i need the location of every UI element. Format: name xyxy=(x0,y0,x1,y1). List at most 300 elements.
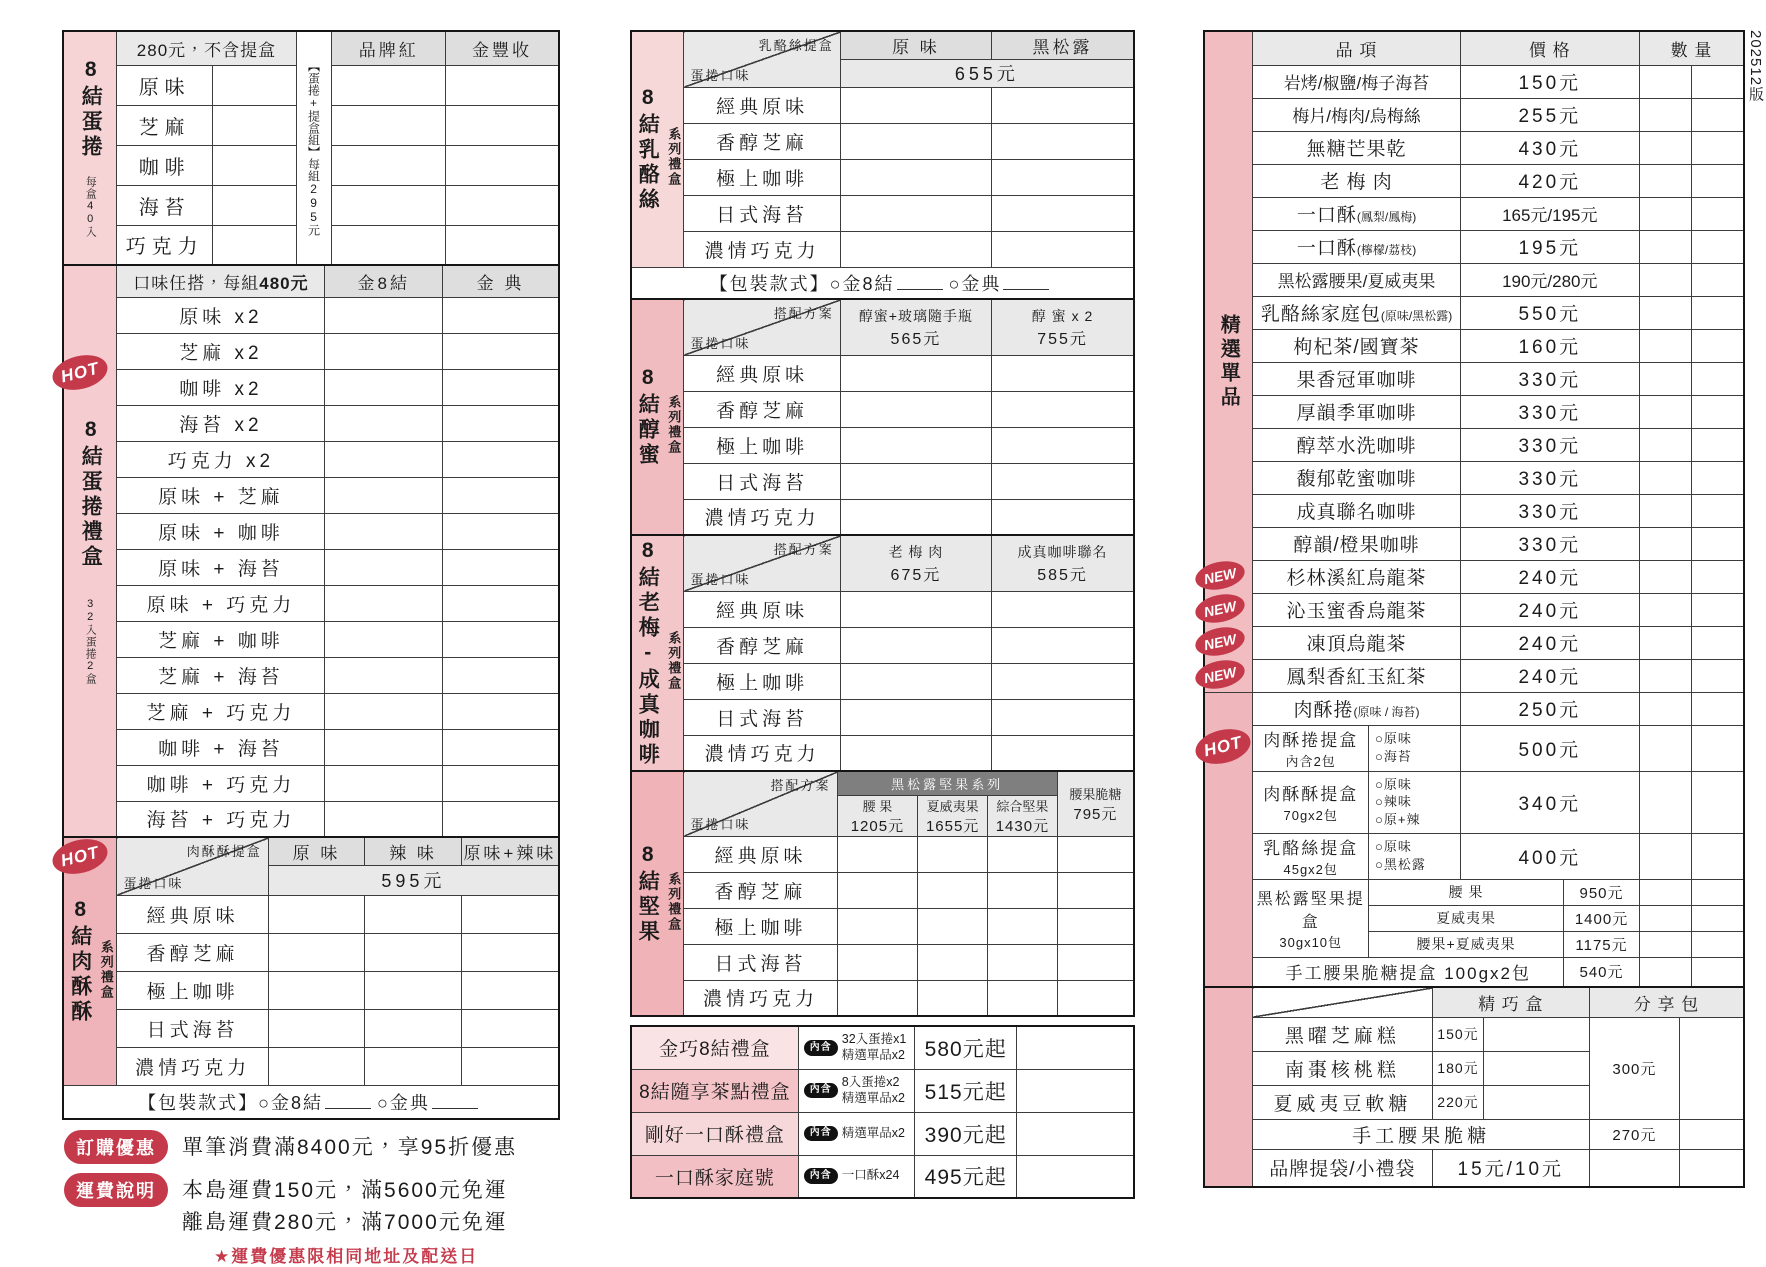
qty-cell[interactable] xyxy=(840,627,991,663)
qty-cell[interactable] xyxy=(918,908,988,944)
qty-cell[interactable] xyxy=(325,297,442,333)
qty-cell[interactable] xyxy=(332,65,445,105)
item-price: 540元 xyxy=(1564,957,1640,987)
qty-cell[interactable] xyxy=(918,944,988,980)
qty-cell[interactable] xyxy=(1691,230,1744,263)
qty-cell[interactable] xyxy=(840,463,991,499)
qty-cell[interactable] xyxy=(1639,692,1691,725)
qty-cell[interactable] xyxy=(1639,560,1691,593)
item-price: 430元 xyxy=(1460,131,1639,164)
qty-cell[interactable] xyxy=(840,355,991,391)
qty-cell[interactable] xyxy=(1691,659,1744,692)
sidebar-note: 32入蛋捲2盒 xyxy=(84,597,97,685)
qty-cell[interactable] xyxy=(325,693,442,729)
column-header: 腰果脆糖 795元 xyxy=(1057,771,1134,836)
column-header: 原味+辣味 xyxy=(461,837,559,865)
qty-cell[interactable] xyxy=(1639,593,1691,626)
qty-cell[interactable] xyxy=(442,369,559,405)
qty-cell[interactable] xyxy=(332,225,445,265)
packaging-option-golden[interactable]: ○金典 xyxy=(377,1092,430,1113)
qty-cell[interactable] xyxy=(1057,872,1134,908)
qty-cell[interactable] xyxy=(992,699,1134,735)
qty-cell[interactable] xyxy=(1590,1149,1680,1187)
qty-cell[interactable] xyxy=(1691,164,1744,197)
qty-cell[interactable] xyxy=(1017,1026,1134,1069)
qty-cell[interactable] xyxy=(992,123,1134,159)
qty-cell[interactable] xyxy=(1691,98,1744,131)
gift-contents xyxy=(798,1026,915,1069)
qty-cell[interactable] xyxy=(988,944,1058,980)
qty-cell[interactable] xyxy=(1691,692,1744,725)
order-discount-text: 單筆消費滿8400元，享95折優惠 xyxy=(182,1136,518,1159)
qty-cell[interactable] xyxy=(1057,836,1134,872)
truffle-nut-series-band: 黑松露堅果系列 xyxy=(837,771,1057,795)
qty-cell[interactable] xyxy=(1639,957,1691,987)
sidebar-egg-roll xyxy=(63,31,117,265)
qty-cell[interactable] xyxy=(442,297,559,333)
qty-cell[interactable] xyxy=(442,765,559,801)
item-price: 330元 xyxy=(1460,494,1639,527)
qty-cell[interactable] xyxy=(992,427,1134,463)
item-name: 黑松露堅果提盒 30gx10包 xyxy=(1253,879,1369,957)
qty-cell[interactable] xyxy=(992,391,1134,427)
qty-cell[interactable] xyxy=(1691,395,1744,428)
qty-cell[interactable] xyxy=(992,499,1134,535)
variant-name: 腰 果 xyxy=(1369,879,1564,905)
qty-cell[interactable] xyxy=(840,195,991,231)
flavor-label: 濃情巧克力 xyxy=(684,499,840,535)
column-header: 辣 味 xyxy=(365,837,462,865)
qty-cell[interactable] xyxy=(365,933,462,971)
hot-badge: HOT xyxy=(49,834,111,880)
qty-cell[interactable] xyxy=(1691,296,1744,329)
qty-cell[interactable] xyxy=(1691,957,1744,987)
qty-cell[interactable] xyxy=(325,549,442,585)
sidebar-subtitle: 系列禮盒 xyxy=(666,871,682,932)
qty-cell[interactable] xyxy=(213,225,297,265)
qty-cell[interactable] xyxy=(837,872,918,908)
variant-price: 950元 xyxy=(1564,879,1640,905)
qty-cell[interactable] xyxy=(840,591,991,627)
qty-cell[interactable] xyxy=(1691,65,1744,98)
item-price: 240元 xyxy=(1460,593,1639,626)
item-name: 南棗核桃糕 xyxy=(1253,1051,1432,1085)
qty-cell[interactable] xyxy=(1639,527,1691,560)
qty-cell[interactable] xyxy=(1484,1085,1590,1119)
gift-name: 剛好一口酥禮盒 xyxy=(631,1112,798,1155)
item-name xyxy=(1253,131,1460,164)
diag-header xyxy=(684,299,840,355)
flavor-combo-label: 芝麻 + 巧克力 xyxy=(117,693,325,729)
qty-cell[interactable] xyxy=(442,441,559,477)
qty-cell[interactable] xyxy=(268,971,365,1009)
qty-cell[interactable] xyxy=(988,980,1058,1016)
qty-cell[interactable] xyxy=(325,729,442,765)
qty-cell[interactable] xyxy=(1679,1149,1744,1187)
qty-cell[interactable] xyxy=(992,87,1134,123)
qty-cell[interactable] xyxy=(332,185,445,225)
gift-contents-lines: 精選單品x2 xyxy=(841,1125,905,1140)
qty-cell[interactable] xyxy=(992,735,1134,771)
qty-cell[interactable] xyxy=(840,159,991,195)
flavor-label: 咖啡 xyxy=(117,145,213,185)
qty-cell[interactable] xyxy=(992,663,1134,699)
packaging-label: 【包裝款式】 xyxy=(138,1092,259,1113)
qty-cell[interactable] xyxy=(1691,263,1744,296)
qty-cell[interactable] xyxy=(442,477,559,513)
column-price: 1430元 xyxy=(995,817,1050,835)
diag-bottom-label: 蛋捲口味 xyxy=(690,816,751,832)
flavor-label: 經典原味 xyxy=(684,87,840,123)
item-name-text: 一口酥 xyxy=(1296,238,1357,259)
variant-name: 腰果+夏威夷果 xyxy=(1369,931,1564,957)
qty-cell[interactable] xyxy=(1691,197,1744,230)
item-name xyxy=(1253,560,1460,593)
qty-cell[interactable] xyxy=(325,621,442,657)
item-name: 肉酥捲提盒 內含2包 xyxy=(1253,725,1369,771)
qty-cell[interactable] xyxy=(325,333,442,369)
fill-blank[interactable] xyxy=(325,1093,371,1109)
qty-cell[interactable] xyxy=(325,477,442,513)
price-span: 655元 xyxy=(840,59,1134,87)
item-name-text: 岩烤/椒鹽/梅子海苔 xyxy=(1283,74,1430,93)
qty-cell[interactable] xyxy=(445,145,559,185)
qty-cell[interactable] xyxy=(1017,1112,1134,1155)
qty-cell[interactable] xyxy=(325,657,442,693)
qty-cell[interactable] xyxy=(442,585,559,621)
qty-cell[interactable] xyxy=(442,657,559,693)
qty-cell[interactable] xyxy=(445,185,559,225)
qty-cell[interactable] xyxy=(1639,833,1691,879)
qty-cell[interactable] xyxy=(445,65,559,105)
sidebar-subtitle: 系列禮盒 xyxy=(666,127,682,188)
qty-cell[interactable] xyxy=(213,105,297,145)
qty-cell[interactable] xyxy=(365,1009,462,1047)
diag-header xyxy=(117,837,268,895)
qty-cell[interactable] xyxy=(1484,1017,1590,1051)
fill-blank[interactable] xyxy=(1003,274,1049,290)
qty-cell[interactable] xyxy=(1639,725,1691,771)
egg-roll-giftbox-table xyxy=(58,264,560,838)
qty-cell[interactable] xyxy=(1691,833,1744,879)
qty-cell[interactable] xyxy=(1691,931,1744,957)
pork-floss-giftbox-table xyxy=(58,836,560,1120)
flavor-label: 香醇芝麻 xyxy=(684,627,840,663)
item-name: 夏威夷豆軟糖 xyxy=(1253,1085,1432,1119)
qty-cell[interactable] xyxy=(1639,362,1691,395)
qty-cell[interactable] xyxy=(1639,164,1691,197)
qty-cell[interactable] xyxy=(268,1009,365,1047)
qty-cell[interactable] xyxy=(918,980,988,1016)
qty-cell[interactable] xyxy=(1639,230,1691,263)
flavor-label: 日式海苔 xyxy=(684,463,840,499)
diag-header xyxy=(684,535,840,591)
qty-cell[interactable] xyxy=(442,693,559,729)
qty-cell[interactable] xyxy=(1639,296,1691,329)
qty-cell[interactable] xyxy=(268,895,365,933)
qty-cell[interactable] xyxy=(1691,560,1744,593)
column-header: 綜合堅果 1430元 xyxy=(988,795,1058,836)
qty-cell[interactable] xyxy=(1639,461,1691,494)
flavor-label: 香醇芝麻 xyxy=(684,123,840,159)
qty-cell[interactable] xyxy=(1679,1119,1744,1149)
flavor-label: 香醇芝麻 xyxy=(684,872,837,908)
qty-cell[interactable] xyxy=(992,231,1134,267)
qty-cell[interactable] xyxy=(1679,1017,1744,1119)
qty-cell[interactable] xyxy=(1639,931,1691,957)
qty-cell[interactable] xyxy=(1639,626,1691,659)
qty-cell[interactable] xyxy=(442,729,559,765)
qty-cell[interactable] xyxy=(1691,527,1744,560)
qty-cell[interactable] xyxy=(837,980,918,1016)
gift-contents xyxy=(798,1069,915,1112)
sidebar-subtitle: 系列禮盒 xyxy=(666,395,682,455)
packaging-option-golden[interactable]: ○金典 xyxy=(948,273,1002,294)
qty-cell[interactable] xyxy=(1691,771,1744,833)
qty-cell[interactable] xyxy=(1691,905,1744,931)
flavor-option[interactable]: ○海苔 xyxy=(1375,749,1412,764)
qty-cell[interactable] xyxy=(461,971,559,1009)
qty-cell[interactable] xyxy=(325,513,442,549)
column-header-brand-red: 品牌紅 xyxy=(332,31,445,65)
qty-cell[interactable] xyxy=(988,908,1058,944)
order-discount-pill: 訂購優惠 xyxy=(64,1130,168,1164)
qty-cell[interactable] xyxy=(840,123,991,159)
qty-cell[interactable] xyxy=(1057,980,1134,1016)
qty-cell[interactable] xyxy=(461,1047,559,1085)
gift-contents xyxy=(798,1155,915,1198)
fill-blank[interactable] xyxy=(897,274,943,290)
qty-cell[interactable] xyxy=(442,405,559,441)
flavor-combo-label: 咖啡 x2 xyxy=(117,369,325,405)
qty-cell[interactable] xyxy=(1639,65,1691,98)
mix-price-header: 口味任搭，每組480元 xyxy=(117,265,325,297)
column-header: 黑松露 xyxy=(992,31,1134,59)
inclusion-badge: 內含 xyxy=(804,1040,838,1056)
qty-cell[interactable] xyxy=(1639,494,1691,527)
qty-cell[interactable] xyxy=(268,1047,365,1085)
item-name: 手工腰果脆糖 xyxy=(1253,1119,1590,1149)
sidebar-title: 8結乳酪絲 xyxy=(636,85,660,213)
gift-price: 580元起 xyxy=(915,1026,1017,1069)
column-header-golden: 金 典 xyxy=(442,265,559,297)
flavor-label: 極上咖啡 xyxy=(684,908,837,944)
qty-cell[interactable] xyxy=(1639,905,1691,931)
qty-cell[interactable] xyxy=(840,735,991,771)
notes-block xyxy=(62,1130,560,1267)
qty-cell[interactable] xyxy=(332,105,445,145)
qty-cell[interactable] xyxy=(445,225,559,265)
item-name-small: (原味 / 海苔) xyxy=(1353,705,1420,719)
qty-cell[interactable] xyxy=(1691,428,1744,461)
qty-cell[interactable] xyxy=(325,441,442,477)
qty-cell[interactable] xyxy=(325,405,442,441)
gift-price: 495元起 xyxy=(915,1155,1017,1198)
qty-cell[interactable] xyxy=(442,621,559,657)
item-name xyxy=(1253,626,1460,659)
column-price: 585元 xyxy=(1037,566,1088,584)
flavor-option[interactable]: ○原味 xyxy=(1375,731,1412,747)
sidebar-subtitle: 系列禮盒 xyxy=(666,631,682,691)
inclusion-badge: 內含 xyxy=(804,1126,838,1142)
qty-cell[interactable] xyxy=(1639,771,1691,833)
sweets-table xyxy=(1203,986,1745,1188)
flavor-label: 極上咖啡 xyxy=(684,427,840,463)
qty-cell[interactable] xyxy=(332,145,445,185)
item-price: 270元 xyxy=(1590,1119,1680,1149)
qty-cell[interactable] xyxy=(461,895,559,933)
item-name-text: 枸杞茶/國寶茶 xyxy=(1293,337,1420,358)
qty-cell[interactable] xyxy=(1017,1155,1134,1198)
flavor-label: 經典原味 xyxy=(684,355,840,391)
qty-cell[interactable] xyxy=(325,585,442,621)
new-badge: NEW xyxy=(1193,557,1248,594)
qty-cell[interactable] xyxy=(1691,131,1744,164)
item-price: 240元 xyxy=(1460,560,1639,593)
packaging-row xyxy=(631,267,1134,299)
qty-cell[interactable] xyxy=(365,971,462,1009)
qty-cell[interactable] xyxy=(461,933,559,971)
qty-cell[interactable] xyxy=(992,355,1134,391)
qty-cell[interactable] xyxy=(365,1047,462,1085)
item-price: 400元 xyxy=(1460,833,1639,879)
flavor-combo-label: 原味 + 芝麻 xyxy=(117,477,325,513)
item-name-text: 肉酥捲 xyxy=(1293,700,1354,721)
qty-cell[interactable] xyxy=(840,391,991,427)
item-name-text: 黑松露腰果/夏威夷果 xyxy=(1277,272,1436,291)
item-name-text: 梅片/梅肉/烏梅絲 xyxy=(1292,107,1421,126)
qty-cell[interactable] xyxy=(1484,1051,1590,1085)
md xyxy=(630,770,1135,1017)
qty-cell[interactable] xyxy=(1691,461,1744,494)
sidebar-title: 精選單品 xyxy=(1217,313,1240,410)
flavor-option[interactable]: ○原味 xyxy=(1375,776,1412,792)
sidebar-title: 8結老梅-成真咖啡 xyxy=(636,538,660,768)
qty-cell[interactable] xyxy=(213,185,297,225)
qty-cell[interactable] xyxy=(992,627,1134,663)
lt2 xyxy=(62,264,560,838)
diag-blank xyxy=(1253,987,1432,1017)
qty-cell[interactable] xyxy=(918,836,988,872)
qty-cell[interactable] xyxy=(1691,362,1744,395)
qty-cell[interactable] xyxy=(840,231,991,267)
qty-cell[interactable] xyxy=(1057,944,1134,980)
flavor-option[interactable]: ○黑松露 xyxy=(1375,857,1426,872)
qty-cell[interactable] xyxy=(1691,593,1744,626)
qty-cell[interactable] xyxy=(1639,659,1691,692)
item-name-small: (原味/黑松露) xyxy=(1380,309,1453,323)
qty-cell[interactable] xyxy=(325,369,442,405)
item-name-text: 凍頂烏龍茶 xyxy=(1306,634,1407,655)
qty-cell[interactable] xyxy=(445,105,559,145)
hot-badge: HOT xyxy=(49,350,111,396)
item-price: 180元 xyxy=(1432,1051,1484,1085)
item-price: 420元 xyxy=(1460,164,1639,197)
qty-cell[interactable] xyxy=(1639,329,1691,362)
qty-cell[interactable] xyxy=(1639,197,1691,230)
qty-cell[interactable] xyxy=(837,836,918,872)
qty-cell[interactable] xyxy=(1691,725,1744,771)
qty-cell[interactable] xyxy=(268,933,365,971)
qty-cell[interactable] xyxy=(1639,428,1691,461)
qty-cell[interactable] xyxy=(992,591,1134,627)
qty-cell[interactable] xyxy=(325,801,442,837)
qty-cell[interactable] xyxy=(442,333,559,369)
flavor-option[interactable]: ○原味 xyxy=(1375,839,1412,855)
qty-cell[interactable] xyxy=(988,872,1058,908)
item-name-text: 馥郁乾蜜咖啡 xyxy=(1296,469,1417,490)
flavor-label: 極上咖啡 xyxy=(684,159,840,195)
qty-cell[interactable] xyxy=(325,765,442,801)
qty-cell[interactable] xyxy=(1017,1069,1134,1112)
qty-cell[interactable] xyxy=(1057,908,1134,944)
mct xyxy=(630,534,1135,772)
gift-name: 8結隨享茶點禮盒 xyxy=(631,1069,798,1112)
qty-cell[interactable] xyxy=(840,663,991,699)
qty-cell[interactable] xyxy=(1639,879,1691,905)
sidebar-sweets xyxy=(1204,987,1253,1187)
flavor-option[interactable]: ○原+辣 xyxy=(1375,811,1421,827)
qty-cell[interactable] xyxy=(442,549,559,585)
qty-cell[interactable] xyxy=(992,159,1134,195)
item-name xyxy=(1253,461,1460,494)
qty-cell[interactable] xyxy=(840,699,991,735)
qty-cell[interactable] xyxy=(1691,494,1744,527)
flavor-options xyxy=(1369,725,1461,771)
packaging-option-gold8[interactable]: ○金8結 xyxy=(258,1092,323,1113)
fill-blank[interactable] xyxy=(432,1093,478,1109)
qty-cell[interactable] xyxy=(1691,879,1744,905)
packaging-option-gold8[interactable]: ○金8結 xyxy=(829,273,895,294)
qty-cell[interactable] xyxy=(840,427,991,463)
item-price: 15元/10元 xyxy=(1432,1149,1590,1187)
qty-cell[interactable] xyxy=(1639,131,1691,164)
flavor-label: 日式海苔 xyxy=(684,699,840,735)
sidebar-title: 8結蛋捲禮盒 xyxy=(79,417,103,570)
qty-cell[interactable] xyxy=(840,499,991,535)
flavor-combo-label: 原味 + 巧克力 xyxy=(117,585,325,621)
qty-cell[interactable] xyxy=(837,944,918,980)
qty-cell[interactable] xyxy=(1691,329,1744,362)
qty-cell[interactable] xyxy=(213,65,297,105)
flavor-option[interactable]: ○辣味 xyxy=(1375,794,1412,810)
qty-cell[interactable] xyxy=(1639,263,1691,296)
qty-cell[interactable] xyxy=(1639,395,1691,428)
item-name-text: 一口酥 xyxy=(1296,205,1357,226)
qty-cell[interactable] xyxy=(213,145,297,185)
qty-cell[interactable] xyxy=(992,195,1134,231)
qty-cell[interactable] xyxy=(992,463,1134,499)
qty-cell[interactable] xyxy=(365,895,462,933)
item-name xyxy=(1253,98,1460,131)
flavor-label: 日式海苔 xyxy=(117,1009,268,1047)
qty-cell[interactable] xyxy=(1691,626,1744,659)
qty-cell[interactable] xyxy=(840,87,991,123)
column-header: 夏威夷果 1655元 xyxy=(918,795,988,836)
qty-cell[interactable] xyxy=(442,801,559,837)
qty-cell[interactable] xyxy=(1639,98,1691,131)
qty-cell[interactable] xyxy=(988,836,1058,872)
qty-cell[interactable] xyxy=(918,872,988,908)
qty-cell[interactable] xyxy=(837,908,918,944)
item-name-text: 果香冠軍咖啡 xyxy=(1296,370,1417,391)
sidebar-selected-items xyxy=(1204,31,1253,692)
qty-cell[interactable] xyxy=(461,1009,559,1047)
qty-cell[interactable] xyxy=(442,513,559,549)
sidebar-title: 8結醇蜜 xyxy=(636,366,660,468)
header-item: 品 項 xyxy=(1253,31,1460,65)
nut-giftbox-table xyxy=(630,770,1135,1017)
